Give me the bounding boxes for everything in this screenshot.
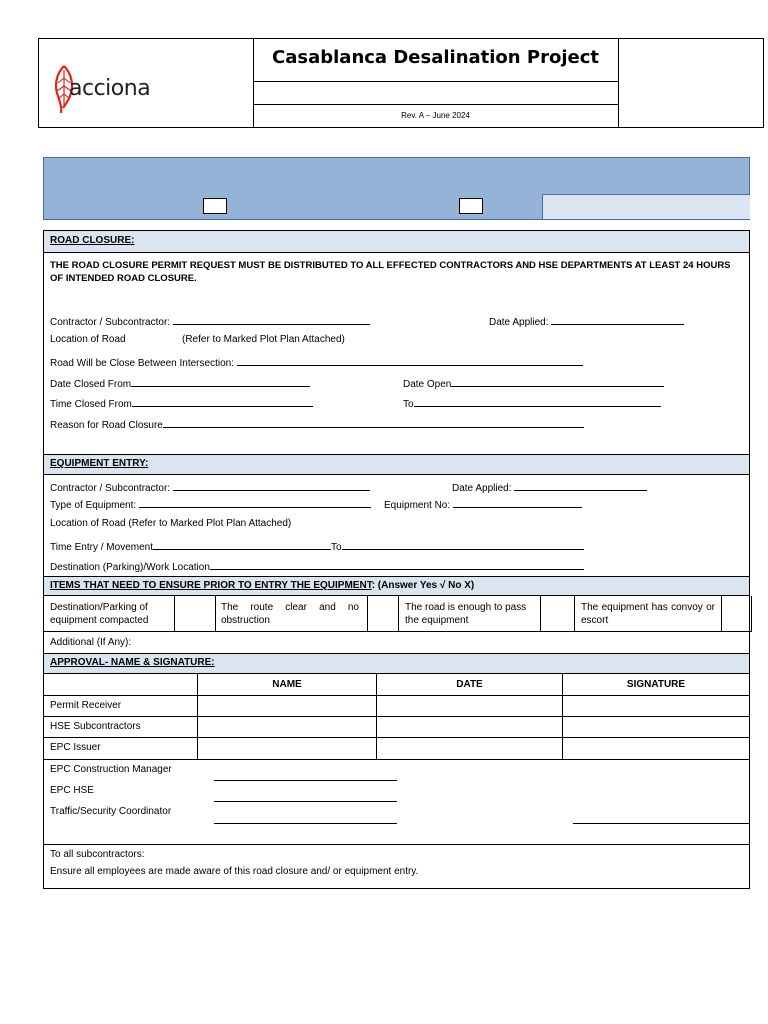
col-date-header: DATE: [456, 679, 483, 690]
revision-label: Rev. A – June 2024: [401, 111, 470, 120]
traffic-coordinator-line[interactable]: [214, 823, 397, 824]
epc-issuer-name-cell[interactable]: [198, 738, 376, 759]
equipment-entry-header: [44, 454, 749, 475]
permit-receiver-name-cell[interactable]: [198, 696, 376, 716]
rc-date-open-field[interactable]: Date Open: [403, 376, 664, 391]
logo-text: acciona: [69, 76, 151, 101]
epc-issuer-signature-cell[interactable]: [563, 738, 749, 759]
ee-equipment-no-field[interactable]: Equipment No:: [384, 497, 582, 512]
permit-receiver-signature-cell[interactable]: [563, 696, 749, 716]
rc-intersection-field[interactable]: Road Will be Close Between Intersection:: [50, 355, 583, 370]
acciona-logo: [52, 64, 157, 114]
approval-row-epc-issuer: EPC Issuer: [50, 742, 101, 753]
ee-destination-field[interactable]: Destination (Parking)/Work Location: [50, 559, 584, 574]
approval-row-hse-subcontractors: HSE Subcontractors: [50, 721, 141, 732]
col-signature-header: SIGNATURE: [626, 679, 686, 690]
hse-subcontractors-signature-cell[interactable]: [563, 717, 749, 737]
role-epc-construction-manager: EPC Construction Manager: [50, 764, 172, 775]
rc-contractor-field[interactable]: Contractor / Subcontractor:: [50, 314, 370, 329]
item-3-label: The road is enough to pass the equipment: [405, 602, 527, 626]
equipment-entry-heading: EQUIPMENT ENTRY:: [50, 458, 149, 469]
epc-construction-manager-line[interactable]: [214, 780, 397, 781]
rc-date-applied-field[interactable]: Date Applied:: [489, 314, 684, 329]
rc-location-label: Location of Road: [50, 334, 126, 345]
rc-time-closed-field[interactable]: Time Closed From: [50, 396, 313, 411]
rc-location-note: (Refer to Marked Plot Plan Attached): [182, 334, 345, 345]
footer-line-1: To all subcontractors:: [50, 849, 145, 860]
traffic-coordinator-signature-line[interactable]: [573, 823, 750, 824]
additional-label: Additional (If Any):: [50, 637, 132, 648]
rc-date-closed-field[interactable]: Date Closed From: [50, 376, 310, 391]
rc-time-to-field[interactable]: To: [403, 396, 661, 411]
item-2-label: The route clear and no obstruction: [221, 602, 359, 626]
footer-line-2: Ensure all employees are made aware of this road closure and/ or equipment entry.: [50, 866, 419, 877]
ee-time-entry-field[interactable]: Time Entry / Movement To: [50, 539, 584, 554]
item-2-answer-box[interactable]: [368, 597, 398, 631]
project-title: Casablanca Desalination Project: [272, 47, 599, 68]
item-4-label: The equipment has convoy or escort: [581, 602, 715, 626]
banner-right-cell: [542, 194, 750, 219]
item-3-answer-box[interactable]: [541, 597, 574, 631]
item-1-label: Destination/Parking of equipment compacted: [50, 602, 149, 626]
hse-subcontractors-name-cell[interactable]: [198, 717, 376, 737]
title-banner: [43, 157, 750, 220]
col-name-header: NAME: [272, 679, 302, 690]
ee-location-label: Location of Road (Refer to Marked Plot Plan Attached): [50, 518, 292, 529]
footer-divider: [44, 844, 750, 845]
approval-row-permit-receiver: Permit Receiver: [50, 700, 122, 711]
item-4-answer-box[interactable]: [722, 597, 750, 631]
road-closure-header: [44, 231, 749, 253]
ee-contractor-field[interactable]: Contractor / Subcontractor:: [50, 480, 370, 495]
epc-issuer-date-cell[interactable]: [377, 738, 562, 759]
road-closure-checkbox[interactable]: [203, 198, 227, 214]
items-check-heading-line: ITEMS THAT NEED TO ENSURE PRIOR TO ENTRY THE EQUIPMENT: (Answer Yes √ No X): [50, 580, 475, 591]
permit-receiver-date-cell[interactable]: [377, 696, 562, 716]
hse-subcontractors-date-cell[interactable]: [377, 717, 562, 737]
role-epc-hse: EPC HSE: [50, 785, 94, 796]
road-closure-notice: THE ROAD CLOSURE PERMIT REQUEST MUST BE DISTRIBUTED TO ALL EFFECTED CONTRACTORS AND HSE DEPARTMENTS AT LEAST 24 HOURS OF INTENDED ROAD CLOSURE.: [50, 260, 731, 284]
rc-reason-field[interactable]: Reason for Road Closure: [50, 417, 584, 432]
equipment-entry-checkbox[interactable]: [459, 198, 483, 214]
item-1-answer-box[interactable]: [175, 597, 215, 631]
ee-date-applied-field[interactable]: Date Applied:: [452, 480, 647, 495]
ee-type-field[interactable]: Type of Equipment:: [50, 497, 371, 512]
epc-hse-line[interactable]: [214, 801, 397, 802]
approval-heading: APPROVAL- NAME & SIGNATURE:: [50, 657, 215, 668]
role-traffic-security-coordinator: Traffic/Security Coordinator: [50, 806, 172, 817]
road-closure-heading: ROAD CLOSURE:: [50, 235, 135, 246]
